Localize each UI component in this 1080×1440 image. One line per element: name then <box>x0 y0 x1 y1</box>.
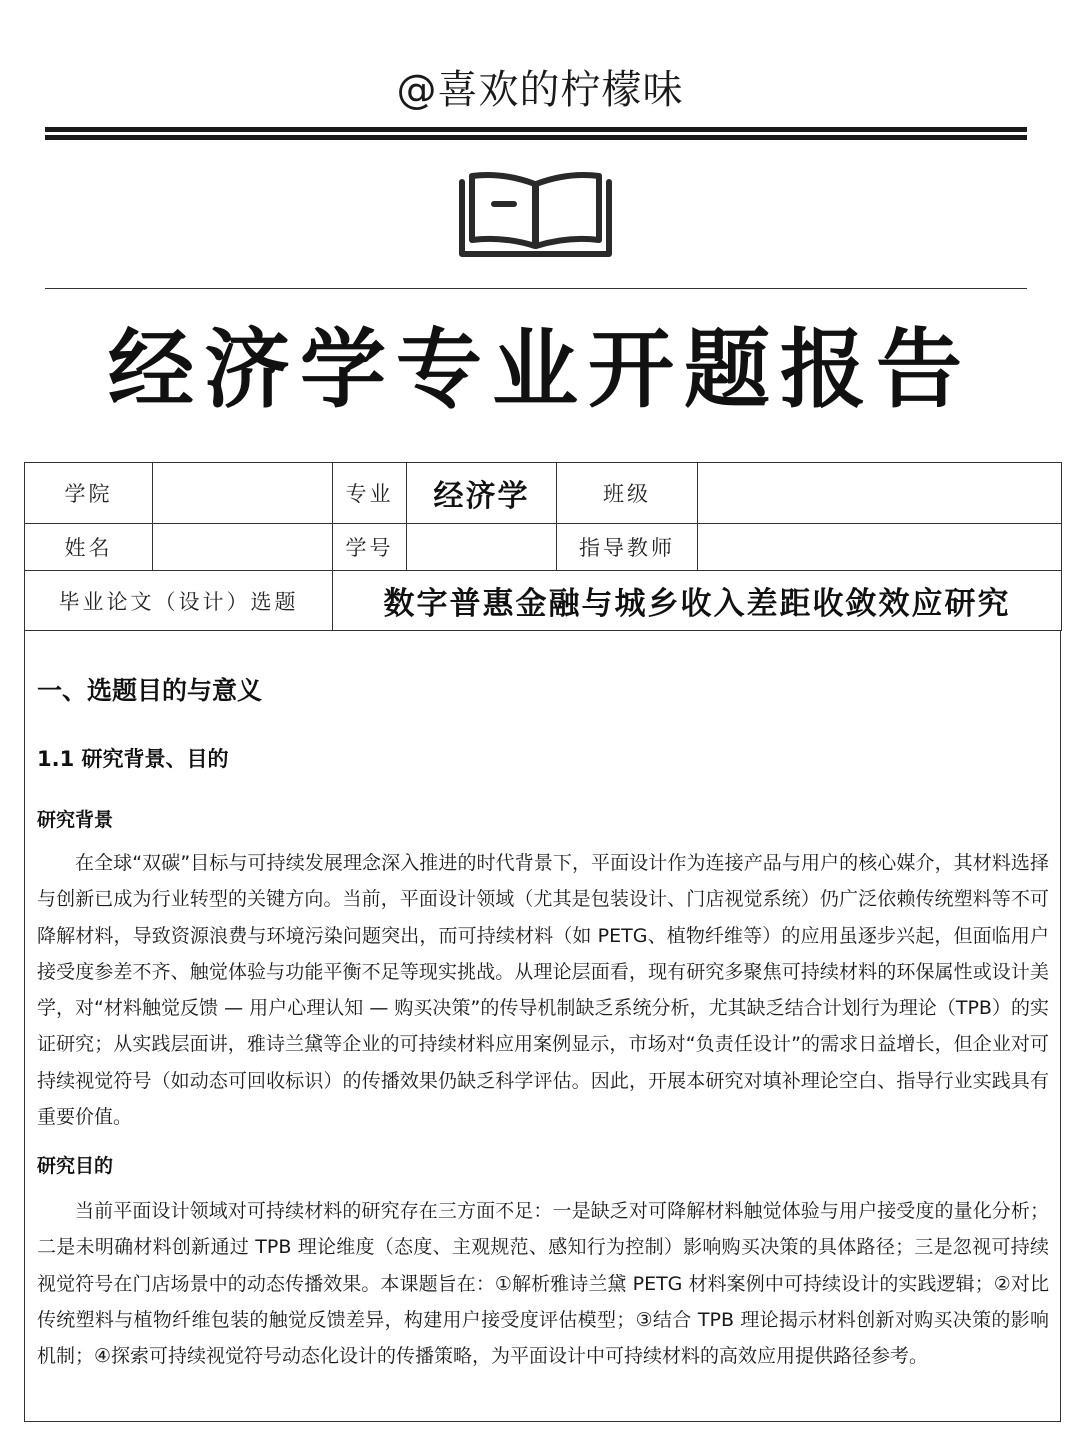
student-id-label: 学号 <box>333 524 407 571</box>
class-field[interactable] <box>698 463 1062 524</box>
major-field[interactable]: 经济学 <box>407 463 557 524</box>
purpose-paragraph: 当前平面设计领域对可持续材料的研究存在三方面不足：一是缺乏对可降解材料触觉体验与用户接受度的量化分析；二是未明确材料创新通过 TPB 理论维度（态度、主观规范、感知行为控制）影响购买决策的具体路径；三是忽视可持续视觉符号在门店场景中的动态传播效果。本课题旨在：①解析雅诗兰黛 PETG 材料案例中可持续设计的实践逻辑；②对比传统塑料与植物纤维包装的触觉反馈差异，构建用户接受度评估模型；③结合 TPB 理论揭示材料创新对购买决策的影响机制；④探索可持续视觉符号动态化设计的传播策略，为平面设计中可持续材料的高效应用提供路径参考。 <box>37 1200 1049 1368</box>
subsection-heading: 1.1 研究背景、目的 <box>37 747 229 771</box>
header-divider-top <box>45 127 1027 132</box>
name-label: 姓名 <box>25 524 153 571</box>
purpose-heading: 研究目的 <box>37 1155 114 1177</box>
content-section <box>24 631 1061 1422</box>
title-divider <box>45 288 1027 289</box>
major-label: 专业 <box>333 463 407 524</box>
college-label: 学院 <box>25 463 153 524</box>
background-heading: 研究背景 <box>37 809 114 831</box>
name-field[interactable] <box>153 524 333 571</box>
author-handle: @喜欢的柠檬味 <box>396 67 684 113</box>
topic-label: 毕业论文（设计）选题 <box>25 571 333 631</box>
page-title: 经济学专业开题报告 <box>108 320 972 420</box>
student-id-field[interactable] <box>407 524 557 571</box>
college-field[interactable] <box>153 463 333 524</box>
info-table <box>24 462 1062 631</box>
header-divider-bottom <box>45 135 1027 140</box>
open-book-icon <box>458 170 613 258</box>
background-paragraph: 在全球“双碳”目标与可持续发展理念深入推进的时代背景下，平面设计作为连接产品与用户的核心媒介，其材料选择与创新已成为行业转型的关键方向。当前，平面设计领域（尤其是包装设计、门店视觉系统）仍广泛依赖传统塑料等不可降解材料，导致资源浪费与环境污染问题突出，而可持续材料（如 PETG、植物纤维等）的应用虽逐步兴起，但面临用户接受度参差不齐、触觉体验与功能平衡不足等现实挑战。从理论层面看，现有研究多聚焦可持续材料的环保属性或设计美学，对“材料触觉反馈 — 用户心理认知 — 购买决策”的传导机制缺乏系统分析，尤其缺乏结合计划行为理论（TPB）的实证研究；从实践层面讲，雅诗兰黛等企业的可持续材料应用案例显示，市场对“负责任设计”的需求日益增长，但企业对可持续视觉符号（如动态可回收标识）的传播效果仍缺乏科学评估。因此，开展本研究对填补理论空白、指导行业实践具有重要价值。 <box>37 852 1049 1129</box>
advisor-field[interactable] <box>698 524 1062 571</box>
class-label: 班级 <box>557 463 698 524</box>
section-heading: 一、选题目的与意义 <box>37 676 263 705</box>
advisor-label: 指导教师 <box>557 524 698 571</box>
topic-field[interactable]: 数字普惠金融与城乡收入差距收敛效应研究 <box>333 571 1062 631</box>
